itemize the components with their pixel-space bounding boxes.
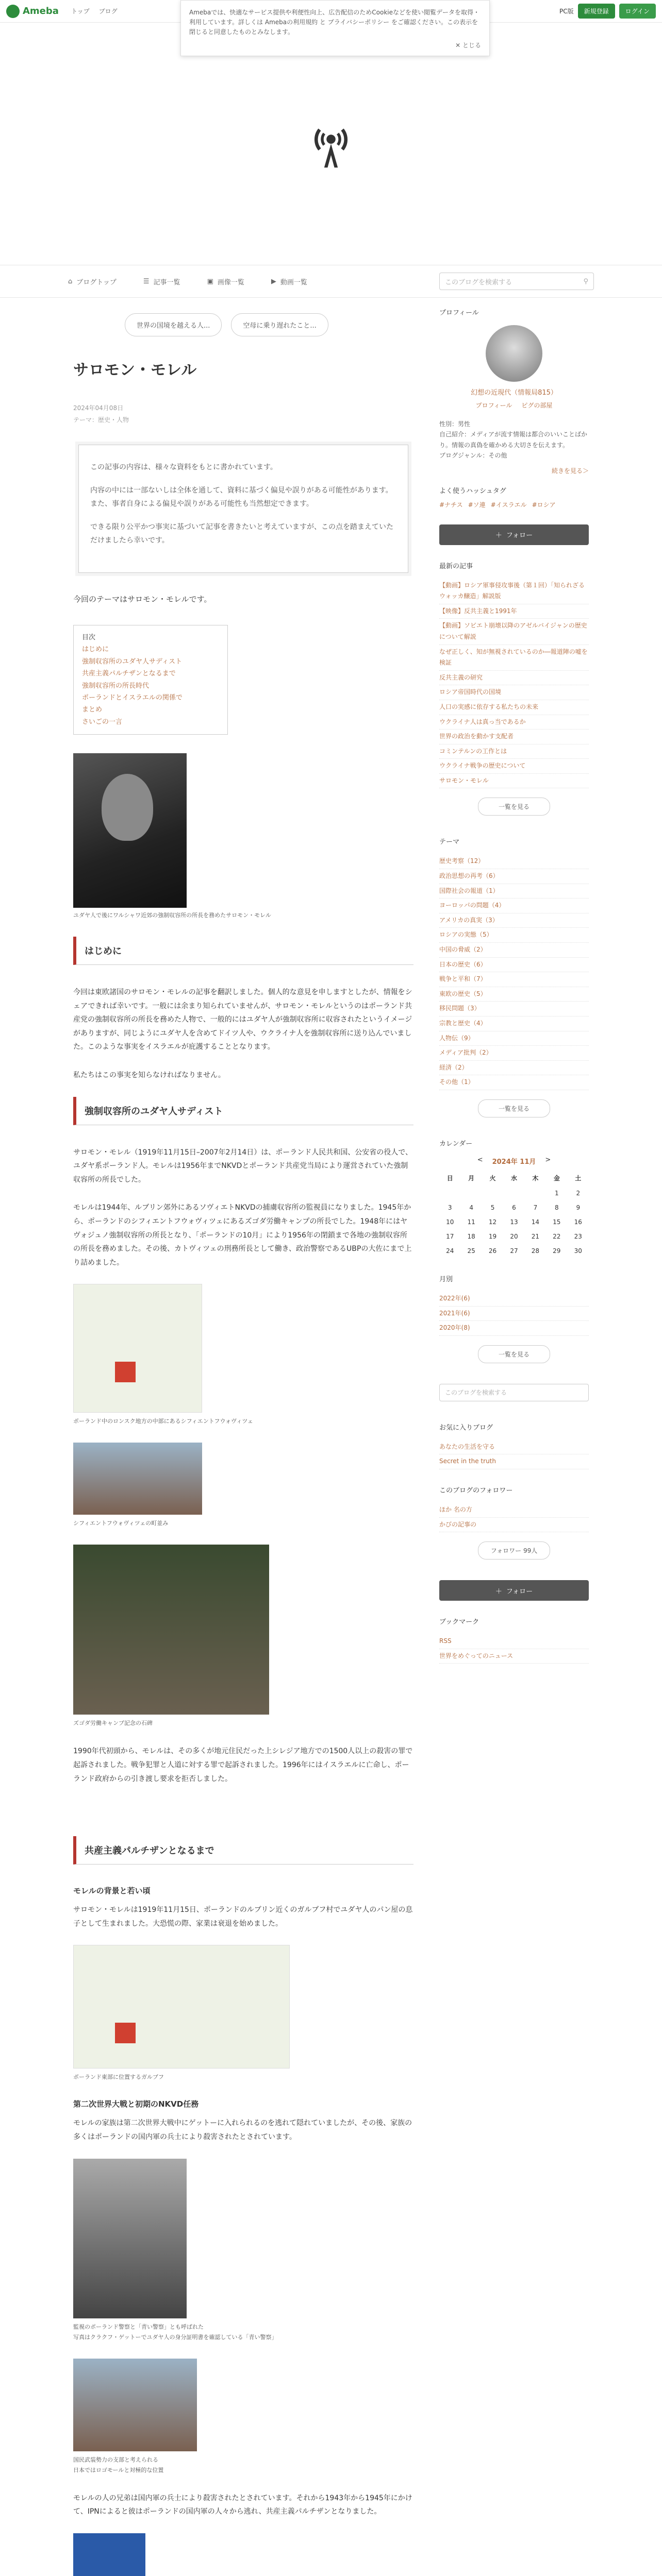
hashtag[interactable]: #ロシア: [532, 501, 556, 509]
cookie-notice-text: Amebaでは、快適なサービス提供や利便性向上、広告配信のためCookieなどを使い閲覧データを取得・利用しています。詳しくは Amebaの利用規約 と プライバシーポリシー をご確認ください。この表示を閉じると同意したものとみなします。: [189, 9, 479, 36]
toc-link[interactable]: 強制収容所の所長時代: [82, 682, 150, 690]
ameba-actions: [559, 4, 656, 19]
theme-link[interactable]: 東欧の歴史（5）: [439, 987, 589, 1002]
page-nav: [125, 313, 413, 336]
paragraph: サロモン・モレル（1919年11月15日–2007年2月14日）は、ポーランド人民共和国、公安省の役人で、ユダヤ系ポーランド人。モレルは1956年までNKVDとポーランド共産党当局により運営されていた強制収容所の所長でした。: [73, 1148, 412, 1184]
calendar-day: 9: [576, 1204, 581, 1211]
paragraph: モレルの人の兄弟は国内軍の兵士により殺害されたとされています。それから1943年から1945年にかけて、IPNによると彼はポーランドの国内軍の人々から逃れ、共産主義パルチザンとなりました。: [73, 2494, 412, 2516]
favorite-blogs: [439, 1440, 589, 1469]
sidebar-heading: プロフィール: [439, 309, 479, 317]
theme-link[interactable]: 宗教と歴史（4）: [439, 1016, 589, 1031]
calendar-day: [439, 1186, 460, 1200]
calendar-day: 5: [490, 1204, 495, 1211]
intro-text: この記事の内容は、様々な資料をもとに書かれています。: [90, 463, 277, 471]
image-caption: 日本ではロゴモールと対極的な位置: [73, 2466, 164, 2473]
theme-link[interactable]: 経済（2）: [439, 1061, 589, 1076]
recent-entry-link[interactable]: コミンテルンの工作とは: [439, 744, 589, 759]
archive-link[interactable]: 2022年(6): [439, 1292, 589, 1307]
calendar: [439, 1170, 589, 1258]
calendar-day: 14: [531, 1218, 540, 1226]
calendar-day: 18: [467, 1232, 475, 1240]
theme-link[interactable]: 中国の脅威（2）: [439, 943, 589, 958]
section-heading: はじめに: [73, 937, 413, 965]
favorite-blog-link[interactable]: Secret in the truth: [439, 1454, 589, 1469]
paragraph: 1990年代初頭から、モレルは、その多くが地元住民だった上シレジア地方での1500人以上の殺害の罪で起訴されました。戦争犯罪と人道に対する罪で起訴されました。1996年にはイスラエルに亡命し、ポーランド政府からの引き渡し要求を拒否しました。: [73, 1747, 413, 1783]
calendar-day: 22: [553, 1232, 561, 1240]
ameba-logo-icon: [6, 5, 20, 18]
recent-entry-link[interactable]: サロモン・モレル: [439, 774, 589, 789]
pigg-link[interactable]: ピグの部屋: [521, 402, 553, 409]
video-icon: ▶: [271, 277, 276, 285]
image-caption: 写真はクラクフ・ゲットーでユダヤ人の身分証明書を確認している「青い警察」: [73, 2333, 277, 2341]
nav-label: ブログトップ: [76, 278, 117, 286]
recent-entry-link[interactable]: 【動画】ロシア軍事侵攻事後（第１回）「知られざるウォッカ醸造」解説版: [439, 579, 589, 604]
paragraph: モレルは1944年、ルブリン郊外にあるソヴィエトNKVDの捕虜収容所の監視員になりました。1945年から、ポーランドのシフィエントフウォヴィツェにあるズゴダ労働キャンプの所長でした。1948年にはヤヴォジュノ強制収容所の所長となり、「ポーランドの10月」により1956年の閉鎖まで各地の強制収容所の所長を務めました。その後、カトヴィツェの刑務所長として働き、政治警察であるUBPの大佐にまで上り詰めました。: [73, 1204, 412, 1267]
lead-text: 今回のテーマはサロモン・モレルです。: [73, 594, 212, 604]
profile-more-link[interactable]: 続きを見る＞: [551, 467, 589, 474]
sidebar-heading: ブックマーク: [439, 1618, 479, 1626]
nav-images[interactable]: [207, 277, 244, 286]
image-caption: シフィエントフウォヴィツェの町並み: [73, 1520, 169, 1527]
recent-entry-link[interactable]: 【映像】反共主義と1991年: [439, 604, 589, 619]
nav-top[interactable]: トップ: [71, 8, 90, 15]
theme-list: [439, 854, 589, 1090]
hashtag[interactable]: #ソ連: [468, 501, 486, 509]
calendar-day: [482, 1186, 503, 1200]
archive-list: [439, 1292, 589, 1336]
calendar-day: 29: [553, 1247, 561, 1255]
plus-icon: ＋: [495, 532, 502, 540]
bookmark-list: [439, 1634, 589, 1664]
nav-label: 画像一覧: [217, 278, 244, 286]
archive-link[interactable]: 2020年(8): [439, 1321, 589, 1336]
image-caption: ズゴダ労働キャンプ記念の石碑: [73, 1720, 153, 1727]
sidebar-heading: よく使うハッシュタグ: [439, 487, 506, 495]
calendar-day: 30: [574, 1247, 582, 1255]
list-icon: ☰: [143, 277, 150, 285]
blog-name[interactable]: 幻想の近現代（情報局815）: [471, 389, 557, 397]
calendar-next-icon[interactable]: >: [545, 1156, 551, 1164]
main-content: [73, 307, 413, 2576]
theme-link[interactable]: 戦争と平和（7）: [439, 972, 589, 987]
follow-button-2[interactable]: [439, 1580, 589, 1601]
nav-label: 動画一覧: [280, 278, 307, 286]
calendar-day: [503, 1186, 524, 1200]
calendar-day: 28: [531, 1247, 540, 1255]
sidebar-heading: このブログのフォロワー: [439, 1486, 513, 1495]
theme-link[interactable]: 移民問題（3）: [439, 1002, 589, 1016]
pc-link[interactable]: PC版: [559, 8, 574, 15]
weekday: 金: [553, 1174, 560, 1182]
recent-entry-link[interactable]: 人口の実感に依存する私たちの未来: [439, 700, 589, 715]
hashtag-list: [439, 500, 589, 509]
calendar-day: 15: [553, 1218, 561, 1226]
subsection-heading: 第二次世界大戦と初期のNKVD任務: [73, 2099, 199, 2109]
table-of-contents: [73, 625, 228, 735]
weekday: 火: [489, 1174, 496, 1182]
theme-link[interactable]: 政治思想の再考（6）: [439, 869, 589, 884]
calendar-title: 2024年 11月: [492, 1158, 536, 1166]
calendar-day: 16: [574, 1218, 582, 1226]
memorial-photo[interactable]: [73, 1545, 269, 1715]
recent-entries: [439, 579, 589, 789]
ameba-logo[interactable]: [6, 5, 59, 18]
image-caption: ユダヤ人で後にワルシャワ近郊の強制収容所の所長を務めたサロモン・モレル: [73, 912, 271, 919]
login-button[interactable]: ログイン: [619, 4, 656, 19]
recent-entry-link[interactable]: ロシア帝国時代の国境: [439, 685, 589, 700]
sidebar-heading: テーマ: [439, 838, 460, 846]
calendar-day: 23: [574, 1232, 582, 1240]
plus-icon: ＋: [495, 1587, 502, 1596]
paragraph: モレルの家族は第二次世界大戦中にゲットーに入れられるのを逃れて隠れていましたが、その後、家族の多くはポーランドの国内軍の兵士により殺害されたとされています。: [73, 2119, 412, 2141]
calendar-day: 13: [510, 1218, 518, 1226]
calendar-day: 6: [512, 1204, 516, 1211]
weekday: 水: [510, 1174, 517, 1182]
calendar-day: 1: [555, 1189, 559, 1197]
paragraph: サロモン・モレルは1919年11月15日、ポーランドのルブリン近くのガルブフ村でユダヤ人のパン屋の息子として生まれました。大恐慌の際、家業は衰退を始めました。: [73, 1906, 413, 1928]
sidebar-heading: お気に入りブログ: [439, 1423, 493, 1432]
profile-card: [439, 325, 589, 410]
town-photo[interactable]: [73, 1443, 202, 1515]
bookmark-link[interactable]: 世界をめぐってのニュース: [439, 1649, 589, 1664]
hashtag[interactable]: #ナチス: [439, 501, 463, 509]
recent-entry-link[interactable]: なぜ正しく、知が無視されているのか―報道陣の嘘を検証: [439, 645, 589, 671]
calendar-day: [460, 1186, 482, 1200]
paragraph: 私たちはこの事実を知らなければなりません。: [73, 1071, 225, 1080]
toc-link[interactable]: まとめ: [82, 706, 103, 714]
intro-box: [78, 445, 408, 573]
broadcast-icon: [303, 115, 359, 172]
search-icon[interactable]: ⚲: [583, 277, 588, 285]
weekday: 土: [575, 1174, 582, 1182]
image-caption: 国民武装勢力の支部と考えられる: [73, 2456, 158, 2463]
image-caption: ポーランド東部に位置するガルブフ: [73, 2074, 164, 2081]
follower-list: [439, 1503, 589, 1532]
follow-label: フォロー: [506, 1587, 533, 1596]
follower-link[interactable]: かびの記事の: [439, 1518, 589, 1533]
favorite-blog-link[interactable]: あなたの生活を守る: [439, 1440, 589, 1455]
recent-entry-link[interactable]: ウクライナ戦争の歴史について: [439, 759, 589, 774]
nav-label: 記事一覧: [153, 278, 180, 286]
calendar-day: 12: [488, 1218, 497, 1226]
follower-link[interactable]: ほか 名の方: [439, 1503, 589, 1518]
sidebar: [439, 307, 589, 2576]
cookie-close-button[interactable]: ✕ とじる: [455, 41, 481, 49]
calendar-day: 4: [469, 1204, 473, 1211]
calendar-day: 24: [446, 1247, 454, 1255]
weekday: 月: [468, 1174, 475, 1182]
profile-genre: ブログジャンル：その他: [439, 452, 507, 460]
follower-count: フォロワー 99人: [478, 1541, 550, 1560]
recent-more-button[interactable]: 一覧を見る: [478, 798, 550, 816]
rss-link[interactable]: RSS: [439, 1634, 589, 1649]
calendar-day: 10: [446, 1218, 454, 1226]
calendar-day: 20: [510, 1232, 518, 1240]
calendar-day: 3: [448, 1204, 452, 1211]
calendar-day: [525, 1186, 546, 1200]
nav-entries[interactable]: [143, 277, 180, 286]
calendar-day: 7: [533, 1204, 538, 1211]
prev-entry-button[interactable]: 世界の国境を越える人...: [125, 313, 222, 336]
theme-link[interactable]: その他（1）: [439, 1075, 589, 1090]
blog-search-input[interactable]: [439, 273, 594, 290]
calendar-day: 2: [576, 1189, 581, 1197]
hashtag[interactable]: #イスラエル: [490, 501, 527, 509]
image-icon: ▣: [207, 277, 213, 285]
calendar-day: 17: [446, 1232, 454, 1240]
paragraph: 今回は東欧諸国のサロモン・モレルの記事を翻訳しました。個人的な意見を申しますとしたが、情報をシェアできれば幸いです。一般には余まり知られていませんが、サロモン・モレルというのはポーランド共産党の強制収容所の所長を務めた人物で、一般的にはユダヤ人が強制収容所に収容されたというイメージがありますが、同じようにユダヤ人を含めてドイツ人や、ウクライナ人を強制収容所に送り込んでいました。このような事実をイスラエルが庇護することとなります。: [73, 988, 412, 1052]
subsection-heading: モレルの背景と若い頃: [73, 1886, 151, 1896]
theme-link[interactable]: 日本の歴史（6）: [439, 958, 589, 973]
theme-link[interactable]: アメリカの真実（3）: [439, 913, 589, 928]
theme-link[interactable]: 国際社会の報道（1）: [439, 884, 589, 899]
calendar-day: 11: [467, 1218, 475, 1226]
search-placeholder: このブログを検索する: [445, 278, 512, 286]
intro-text: 内容の中には一部ないしは全体を通して、資料に基づく偏見や誤りがある可能性があります。また、事者自身による偏見や誤りがある可能性も当然想定できます。: [90, 486, 393, 509]
toc-link[interactable]: さいごの一言: [82, 718, 123, 726]
sidebar-search-input[interactable]: [439, 1384, 589, 1401]
toc-heading: 目次: [82, 633, 96, 641]
profile-gender: 性別：男性: [439, 420, 471, 428]
sidebar-heading: 月別: [439, 1275, 453, 1283]
nav-blog[interactable]: ブログ: [98, 8, 118, 15]
archive-more-button[interactable]: 一覧を見る: [478, 1345, 550, 1363]
poland-map-image[interactable]: [73, 1284, 202, 1413]
toc-link[interactable]: 共産主義パルチザンとなるまで: [82, 670, 176, 678]
theme-link[interactable]: メディア批判（2）: [439, 1046, 589, 1061]
image-caption: 監視のポーランド警察と「青い警察」とも呼ばれた: [73, 2323, 204, 2330]
theme-link[interactable]: ヨーロッパの問題（4）: [439, 899, 589, 913]
article-theme[interactable]: テーマ：歴史・人物: [73, 416, 129, 423]
calendar-day: 27: [510, 1247, 518, 1255]
ameba-nav: [71, 7, 118, 15]
register-button[interactable]: 新規登録: [578, 4, 615, 19]
archive-link[interactable]: 2021年(6): [439, 1307, 589, 1321]
emblem-image[interactable]: [73, 2533, 145, 2576]
recent-entry-link[interactable]: 世界の政治を動かす支配者: [439, 730, 589, 744]
image-caption: ポーランド中のロンスク地方の中部にあるシフィエントフウォヴィツェ: [73, 1418, 253, 1425]
blog-nav: [0, 265, 662, 298]
next-entry-button[interactable]: 空母に乗り遅れたこと...: [231, 313, 328, 336]
ameba-header: [0, 0, 662, 49]
portrait-photo[interactable]: [73, 753, 187, 908]
calendar-prev-icon[interactable]: <: [477, 1156, 483, 1164]
logo-text: Ameba: [23, 6, 59, 16]
recent-entry-link[interactable]: 【動画】ソビエト崩壊以降のアゼルバイジャンの歴史について解説: [439, 619, 589, 645]
avatar[interactable]: [486, 325, 542, 382]
section-heading: 共産主義パルチザンとなるまで: [73, 1836, 413, 1865]
profile-link[interactable]: プロフィール: [475, 402, 512, 409]
theme-link[interactable]: 人物伝（9）: [439, 1031, 589, 1046]
toc-link[interactable]: ポーランドとイスラエルの関係で: [82, 693, 183, 702]
nav-blog-top[interactable]: [68, 277, 117, 286]
section-heading: 強制収容所のユダヤ人サディスト: [73, 1097, 413, 1125]
weekday: 日: [446, 1174, 453, 1182]
armed-forces-photo[interactable]: [73, 2359, 197, 2451]
recent-entry-link[interactable]: ウクライナ人は真っ当であるか: [439, 715, 589, 730]
follow-label: フォロー: [506, 532, 533, 540]
sidebar-heading: 最新の記事: [439, 562, 473, 570]
nav-videos[interactable]: [271, 277, 307, 286]
home-icon: ⌂: [68, 277, 73, 285]
blog-header-image: [0, 23, 662, 265]
article-title: サロモン・モレル: [73, 361, 197, 379]
recent-entry-link[interactable]: 反共主義の研究: [439, 671, 589, 686]
calendar-day: 21: [531, 1232, 540, 1240]
intro-text: できる限り公平かつ事実に基づいて記事を書きたいと考えていますが、この点を踏まえていただけましたら幸いです。: [90, 522, 393, 545]
toc-link[interactable]: はじめに: [82, 646, 109, 654]
toc-link[interactable]: 強制収容所のユダヤ人サディスト: [82, 657, 182, 666]
calendar-day: 19: [488, 1232, 497, 1240]
calendar-day: 8: [555, 1204, 559, 1211]
calendar-day: 26: [488, 1247, 497, 1255]
sidebar-heading: カレンダー: [439, 1140, 473, 1148]
theme-link[interactable]: ロシアの実態（5）: [439, 928, 589, 943]
article-date: 2024年04月08日: [73, 404, 124, 412]
theme-link[interactable]: 歴史考察（12）: [439, 854, 589, 869]
search-placeholder: このブログを検索する: [445, 1389, 507, 1397]
calendar-day: 25: [467, 1247, 475, 1255]
police-photo[interactable]: [73, 2159, 187, 2318]
profile-intro: 自己紹介：メディアが流す情報は都合のいいことばかり。情報の真偽を確かめる大切さを伝えます。: [439, 431, 588, 449]
garbow-map-image[interactable]: [73, 1945, 290, 2069]
follow-button[interactable]: [439, 524, 589, 545]
theme-more-button[interactable]: 一覧を見る: [478, 1099, 550, 1117]
weekday: 木: [532, 1174, 539, 1182]
cookie-notice: [180, 0, 490, 56]
calendar-header: [439, 1156, 589, 1166]
